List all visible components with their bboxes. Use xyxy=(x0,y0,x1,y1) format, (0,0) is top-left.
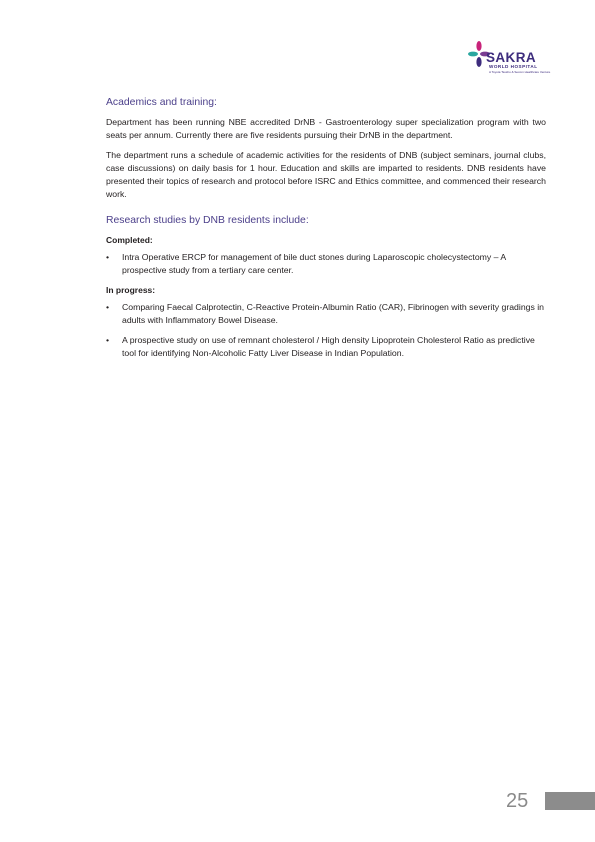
list-item-text: A prospective study on use of remnant cholesterol / High density Lipoprotein Cholesterol Ratio as predictive tool for identifying Non-Alcoholic Fatty Liver Disease in Indian Population. xyxy=(122,335,535,358)
in-progress-label: In progress: xyxy=(106,285,156,295)
sakra-logo xyxy=(468,40,551,80)
list-item-text: Comparing Faecal Calprotectin, C-Reactive Protein-Albumin Ratio (CAR), Fibrinogen with severity gradings in adults with Inflammatory Bowel Disease. xyxy=(122,302,544,325)
page-number: 25 xyxy=(506,790,529,812)
logo-tagline: A Toyota Tsusho & Secom Healthcare Venture xyxy=(489,70,551,74)
academics-paragraph: The department runs a schedule of academic activities for the residents of DNB (subject seminars, journal clubs, case discussions) on daily basis for 1 hour. Education and skills are imparted to residents. DNB residents have presented their topics of research and protocol before ISRC and Ethics committee, and commenced their research work. xyxy=(106,150,546,199)
logo-subtitle: WORLD HOSPITAL xyxy=(489,64,538,69)
bullet-icon: • xyxy=(106,335,110,345)
list-item xyxy=(106,301,546,327)
in-progress-list xyxy=(106,301,546,360)
bullet-icon: • xyxy=(106,302,110,312)
list-item xyxy=(106,251,546,277)
page-number-bar xyxy=(545,792,595,810)
list-item-text: Intra Operative ERCP for management of bile duct stones during Laparoscopic cholecystectomy – A prospective study from a tertiary care center. xyxy=(122,252,506,275)
page-content xyxy=(106,96,546,367)
completed-list xyxy=(106,251,546,277)
academics-heading: Academics and training: xyxy=(106,97,217,108)
logo-name: SAKRA xyxy=(486,50,537,65)
research-heading: Research studies by DNB residents include: xyxy=(106,215,309,226)
list-item xyxy=(106,334,546,360)
academics-paragraph: Department has been running NBE accredited DrNB - Gastroenterology super specialization program with two seats per annum. Currently there are five residents pursuing their DrNB in the department. xyxy=(106,117,546,140)
completed-label: Completed: xyxy=(106,235,153,245)
bullet-icon: • xyxy=(106,252,110,262)
